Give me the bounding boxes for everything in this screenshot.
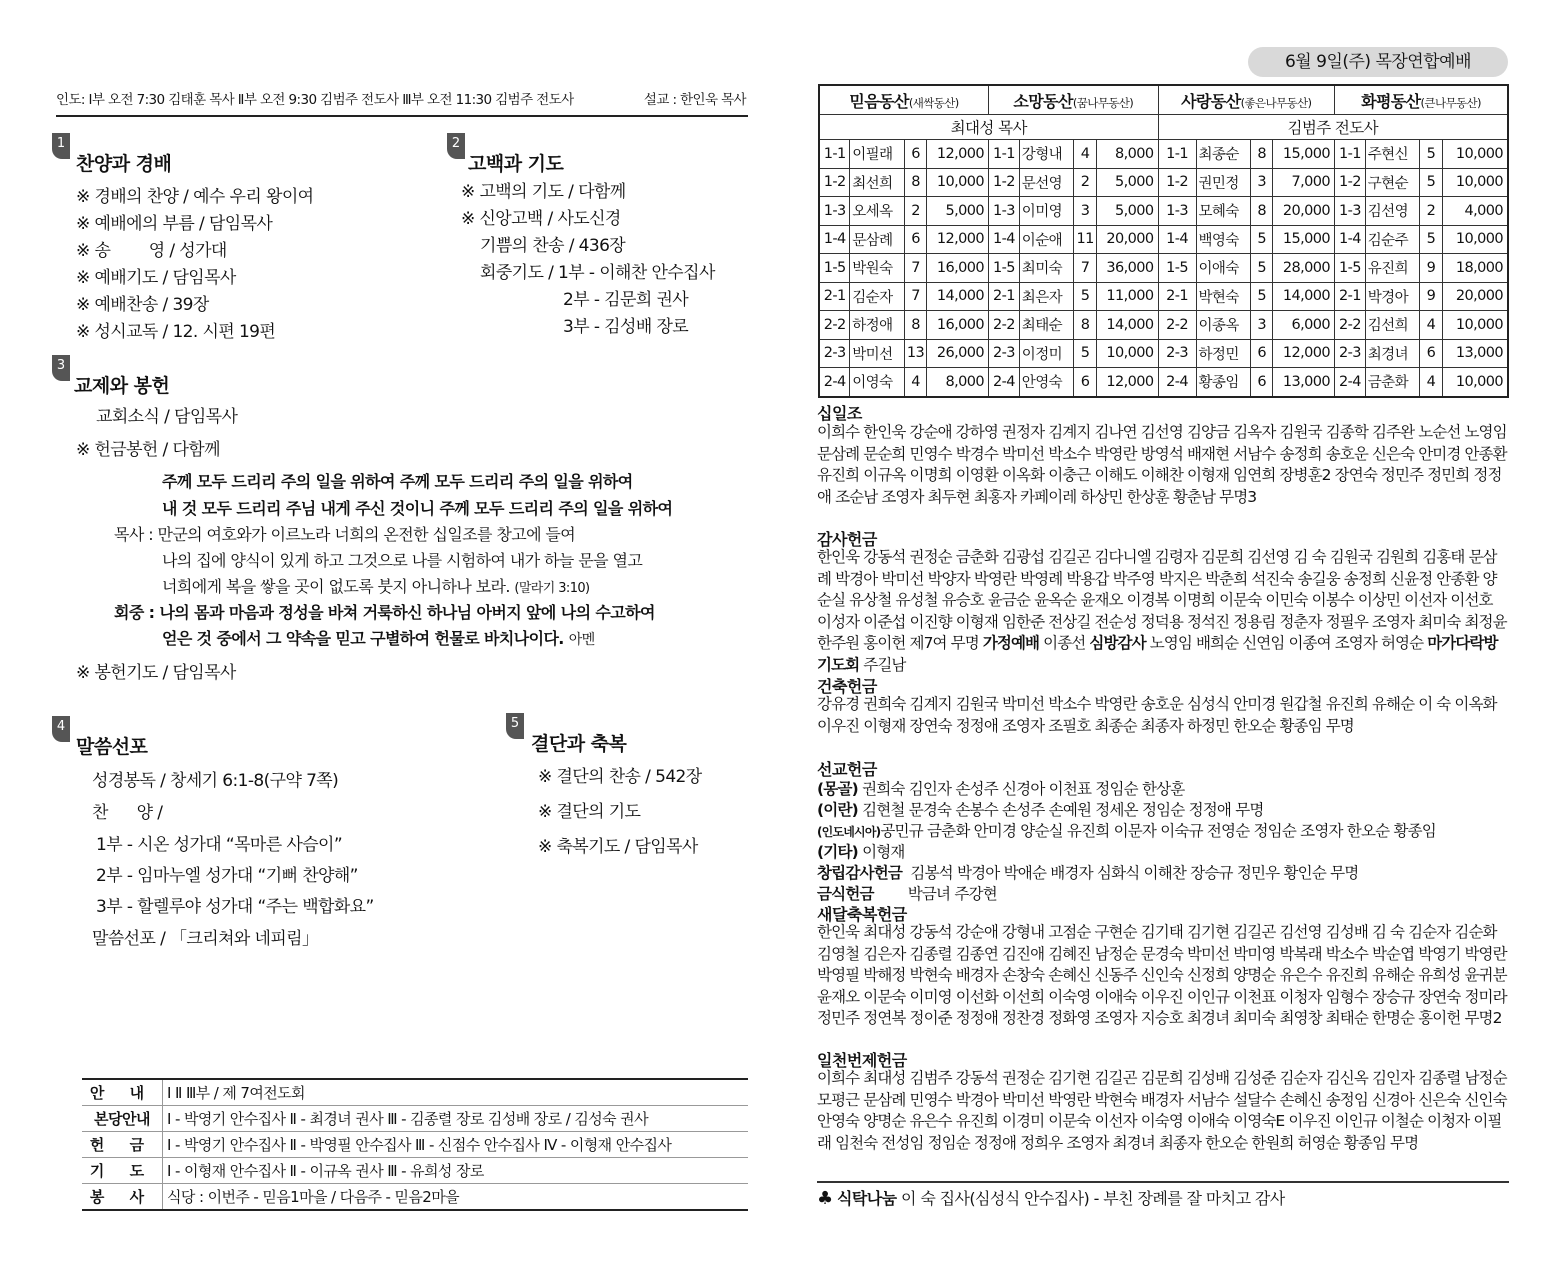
attendance: 8 <box>1250 197 1273 226</box>
date-badge: 6월 9일(주) 목장연합예배 <box>1248 47 1508 77</box>
new-month-title: 새달축복헌금 <box>817 905 907 924</box>
cell-id: 1-1 <box>1158 140 1196 169</box>
attendance: 5 <box>1250 282 1273 311</box>
notice-key: 본당안내 <box>82 1106 163 1132</box>
thanks-names <box>817 547 1509 676</box>
attendance: 3 <box>1250 311 1273 340</box>
section-5-number: 5 <box>506 713 524 739</box>
cell-id: 1-4 <box>1158 225 1196 254</box>
section-1-number: 1 <box>52 133 70 159</box>
table-row <box>819 168 1508 197</box>
mission-row <box>817 840 905 862</box>
group-name: 믿음동산 <box>849 91 909 111</box>
cell-leader: 이정미 <box>1019 339 1073 368</box>
section-1-title: 찬양과 경배 <box>76 153 172 175</box>
s1-line: ※ 예배기도 / 담임목사 <box>76 268 236 288</box>
s5-line: ※ 결단의 기도 <box>538 802 641 822</box>
sermon-preacher: 설교 : 한인욱 목사 <box>643 92 746 108</box>
thousand-title: 일천번제헌금 <box>817 1051 907 1070</box>
pastor-row <box>819 115 1508 140</box>
cell-leader: 이애숙 <box>1196 254 1250 283</box>
founding-label: 창립감사헌금 <box>817 864 903 882</box>
pastor-reading-line: 나의 집에 양식이 있게 하고 그것으로 나를 시험하여 내가 하늘 문을 열고 <box>162 551 643 570</box>
table-row <box>82 1106 748 1132</box>
church-news: 교회소식 / 담임목사 <box>96 407 238 427</box>
s2-line: 3부 - 김성배 장로 <box>563 317 689 337</box>
amount: 12,000 <box>927 140 989 169</box>
attendance: 11 <box>1074 225 1097 254</box>
fasting-names: 박금녀 주강현 <box>907 885 997 903</box>
cell-id: 1-2 <box>1158 168 1196 197</box>
attendance: 6 <box>904 140 927 169</box>
s4-line: 말씀선포 / 「크리쳐와 네피림」 <box>92 929 319 949</box>
table-row <box>819 197 1508 226</box>
amount: 20,000 <box>1097 225 1159 254</box>
group-header <box>1335 85 1509 115</box>
cell-id: 1-4 <box>1335 225 1366 254</box>
group-name: 사랑동산 <box>1181 91 1241 111</box>
cell-leader: 이순애 <box>1019 225 1073 254</box>
visit-thanks-names: 노영임 배희순 신연임 이종여 조영자 허영순 <box>1149 634 1424 652</box>
amount: 16,000 <box>927 254 989 283</box>
cell-leader: 강형내 <box>1019 140 1073 169</box>
thanks-title: 감사헌금 <box>817 530 877 549</box>
cell-leader: 최선희 <box>850 168 904 197</box>
notice-value: Ⅰ - 이형재 안수집사 Ⅱ - 이규옥 권사 Ⅲ - 유희성 장로 <box>163 1158 749 1184</box>
cell-id: 1-4 <box>819 225 850 254</box>
section-3-title: 교제와 봉헌 <box>74 375 170 397</box>
s1-line: ※ 경배의 찬양 / 예수 우리 왕이여 <box>76 187 314 207</box>
amount: 10,000 <box>1442 225 1508 254</box>
tithe-title: 십일조 <box>817 404 862 423</box>
table-row <box>819 368 1508 397</box>
amount: 12,000 <box>1273 339 1335 368</box>
mission-row <box>817 798 1264 820</box>
amount: 36,000 <box>1097 254 1159 283</box>
cell-leader: 김선희 <box>1365 311 1419 340</box>
cell-leader: 하정애 <box>850 311 904 340</box>
pastor-reading-line <box>162 574 590 597</box>
amount: 18,000 <box>1442 254 1508 283</box>
offering-song-line: 주께 모두 드리리 주의 일을 위하여 주께 모두 드리리 주의 일을 위하여 <box>162 472 633 491</box>
club-icon: ♣ <box>817 1188 833 1209</box>
cell-leader: 금춘화 <box>1365 368 1419 397</box>
amen-text: 아멘 <box>568 632 595 648</box>
offering-song-line: 내 것 모두 드리리 주님 내게 주신 것이니 주께 모두 드리리 주의 일을 위하여 <box>162 499 673 518</box>
amount: 6,000 <box>1273 311 1335 340</box>
table-row <box>82 1079 748 1106</box>
cell-leader: 유진희 <box>1365 254 1419 283</box>
group-header <box>1158 85 1334 115</box>
cell-leader: 이영숙 <box>850 368 904 397</box>
building-title: 건축헌금 <box>817 677 877 696</box>
group-sub: (좋은나무동산) <box>1240 95 1312 110</box>
cell-leader: 모혜숙 <box>1196 197 1250 226</box>
cell-id: 1-4 <box>989 225 1020 254</box>
cell-leader: 최종순 <box>1196 140 1250 169</box>
cell-leader: 박미선 <box>850 339 904 368</box>
home-worship-label: 가정예배 <box>982 634 1040 652</box>
group-sub: (새싹동산) <box>908 95 959 110</box>
cell-leader: 김순주 <box>1365 225 1419 254</box>
prayer-meeting-label: 마가다락방기도회 <box>817 634 1498 674</box>
attendance: 3 <box>1074 197 1097 226</box>
divider <box>817 1181 1509 1183</box>
amount: 13,000 <box>1442 339 1508 368</box>
amount: 28,000 <box>1273 254 1335 283</box>
congregation-response-text: 얻은 것 중에서 그 약속을 믿고 구별하여 헌물로 바치나이다. <box>162 629 564 648</box>
cell-id: 1-3 <box>1158 197 1196 226</box>
group-header <box>989 85 1159 115</box>
cell-group-rows <box>819 140 1508 397</box>
table-row <box>819 339 1508 368</box>
attendance: 4 <box>1420 311 1443 340</box>
cell-leader: 최미숙 <box>1019 254 1073 283</box>
attendance: 8 <box>1250 140 1273 169</box>
cell-id: 2-4 <box>819 368 850 397</box>
attendance: 5 <box>1420 140 1443 169</box>
attendance: 2 <box>1420 197 1443 226</box>
s2-line: 회중기도 / 1부 - 이해찬 안수집사 <box>480 263 715 283</box>
amount: 10,000 <box>927 168 989 197</box>
table-row <box>82 1158 748 1184</box>
attendance: 9 <box>1420 254 1443 283</box>
attendance: 5 <box>1250 254 1273 283</box>
section-2-title: 고백과 기도 <box>468 153 564 175</box>
attendance: 5 <box>1074 339 1097 368</box>
cell-leader: 문삼례 <box>850 225 904 254</box>
cell-id: 1-5 <box>819 254 850 283</box>
attendance: 5 <box>1420 168 1443 197</box>
cell-leader: 백영숙 <box>1196 225 1250 254</box>
amount: 20,000 <box>1442 282 1508 311</box>
new-month-names: 한인욱 최대성 강동석 강순애 강형내 고점순 구현순 김기태 김기현 김길곤 김선영 김성배 김 숙 김순자 김순화 김영철 김은자 김종렬 김종연 김진애 김혜진 남정순 문경숙 박미선 박미영 박복래 박소수 박순엽 박영기 박영란 박영필 박해정 박현숙 배경자 손창숙 손혜신 신동주 신인숙 신정희 양명순 유은수 유진희 유해순 유희성 윤귀분 윤재오 이문숙 이미영 이선화 이선희 이숙영 이애숙 이우진 이인규 이천표 이청자 임형수 장승규 장연숙 정미라 정민주 정연복 정이준 정정애 정찬경 정화영 조영자 지승호 최경녀 최미숙 최영창 최태순 한명순 홍이헌 무명2 <box>817 923 1507 1027</box>
attendance: 7 <box>904 282 927 311</box>
s2-line: ※ 고백의 기도 / 다함께 <box>461 182 626 202</box>
group-name: 화평동산 <box>1361 91 1421 111</box>
section-4-number: 4 <box>52 716 70 742</box>
cell-leader: 안영숙 <box>1019 368 1073 397</box>
cell-id: 1-3 <box>1335 197 1366 226</box>
cell-leader: 주현신 <box>1365 140 1419 169</box>
thanks-list: 한인욱 강동석 권정순 금춘화 김광섭 김길곤 김다니엘 김령자 김문희 김선영 김 숙 김원국 김원희 김홍태 문삼례 박경아 박미선 박양자 박영란 박영례 박용갑 박주영 박지은 박춘희 석진숙 송길웅 송정희 신윤정 안종환 양순실 유상철 유성철 유승호 윤금순 윤옥순 윤재오 이경복 이명희 이문숙 이민숙 이봉수 이상민 이선자 이선호 이성자 이준섭 이진향 이형재 임한준 전상길 전순성 정덕용 정석진 정용림 정춘자 정필우 조영자 최미숙 최정윤 한주원 홍이헌 제7여 무명 <box>817 548 1507 652</box>
s2-line: 2부 - 김문희 권사 <box>563 290 689 310</box>
pastor-name: 김범주 전도사 <box>1158 115 1508 140</box>
amount: 8,000 <box>927 368 989 397</box>
congregation-response-line <box>162 626 595 649</box>
amount: 13,000 <box>1273 368 1335 397</box>
notice-key: 헌 금 <box>82 1132 163 1158</box>
building-names: 강유경 권희숙 김계지 김원국 박미선 박소수 박영란 송호운 심성식 안미경 원갑철 유진희 유해순 이 숙 이옥화 이우진 이형재 장연숙 정정애 조영자 조필호 최종순 최종자 하정민 한오순 황종임 무명 <box>817 695 1497 735</box>
leaders-text: 인도: Ⅰ부 오전 7:30 김태훈 목사 Ⅱ부 오전 9:30 김범주 전도사 Ⅲ부 오전 11:30 김범주 전도사 <box>56 92 574 108</box>
table-row <box>82 1132 748 1158</box>
header-divider <box>56 115 748 117</box>
amount: 14,000 <box>1273 282 1335 311</box>
cell-id: 2-3 <box>1158 339 1196 368</box>
amount: 4,000 <box>1442 197 1508 226</box>
home-worship-names: 이종선 <box>1043 634 1086 652</box>
amount: 12,000 <box>1097 368 1159 397</box>
s1-line: ※ 성시교독 / 12. 시편 19편 <box>76 322 276 342</box>
cell-id: 2-1 <box>819 282 850 311</box>
cell-id: 2-4 <box>989 368 1020 397</box>
founding-row <box>817 861 1358 883</box>
attendance: 6 <box>1250 339 1273 368</box>
attendance: 13 <box>904 339 927 368</box>
attendance: 8 <box>904 168 927 197</box>
amount: 14,000 <box>1097 311 1159 340</box>
sharing-text: 이 숙 집사(심성식 안수집사) - 부친 장례를 잘 마치고 감사 <box>900 1189 1285 1208</box>
group-name: 소망동산 <box>1013 91 1073 111</box>
s4-line: 1부 - 시온 성가대 “목마른 사슴이” <box>96 835 343 855</box>
attendance: 8 <box>1074 311 1097 340</box>
amount: 11,000 <box>1097 282 1159 311</box>
amount: 20,000 <box>1273 197 1335 226</box>
amount: 14,000 <box>927 282 989 311</box>
attendance: 5 <box>1420 225 1443 254</box>
cell-id: 2-2 <box>1335 311 1366 340</box>
cell-leader: 구현순 <box>1365 168 1419 197</box>
group-sub: (큰나무동산) <box>1420 95 1481 110</box>
cell-leader: 이필래 <box>850 140 904 169</box>
notice-value: Ⅰ - 박영기 안수집사 Ⅱ - 최경녀 권사 Ⅲ - 김종렬 장로 김성배 장로 / 김성숙 권사 <box>163 1106 749 1132</box>
cell-leader: 최태순 <box>1019 311 1073 340</box>
cell-id: 1-2 <box>819 168 850 197</box>
visit-thanks-label: 심방감사 <box>1089 634 1146 652</box>
attendance: 4 <box>904 368 927 397</box>
section-4-title: 말씀선포 <box>76 736 148 758</box>
section-2-number: 2 <box>447 133 465 159</box>
attendance: 8 <box>904 311 927 340</box>
mission-names: 이형재 <box>862 843 905 861</box>
amount: 16,000 <box>927 311 989 340</box>
mission-row <box>817 777 1184 799</box>
worship-leaders <box>56 88 746 108</box>
notice-key: 기 도 <box>82 1158 163 1184</box>
s1-line: ※ 예배찬송 / 39장 <box>76 295 209 315</box>
amount: 26,000 <box>927 339 989 368</box>
attendance: 2 <box>904 197 927 226</box>
offering: ※ 헌금봉헌 / 다함께 <box>76 440 220 460</box>
cell-id: 2-3 <box>1335 339 1366 368</box>
mission-region: (몽골) <box>817 780 858 798</box>
cell-id: 2-1 <box>1158 282 1196 311</box>
table-row <box>819 225 1508 254</box>
cell-id: 1-1 <box>1335 140 1366 169</box>
cell-id: 2-2 <box>1158 311 1196 340</box>
table-row <box>819 282 1508 311</box>
cell-id: 1-1 <box>989 140 1020 169</box>
mission-region: (이란) <box>817 801 858 819</box>
fasting-row <box>817 882 997 904</box>
notice-value: 식당 : 이번주 - 믿음1마을 / 다음주 - 믿음2마을 <box>163 1184 749 1211</box>
cell-id: 1-3 <box>989 197 1020 226</box>
amount: 10,000 <box>1442 140 1508 169</box>
attendance: 6 <box>1420 339 1443 368</box>
cell-leader: 황종임 <box>1196 368 1250 397</box>
notice-value: Ⅰ - 박영기 안수집사 Ⅱ - 박영필 안수집사 Ⅲ - 신점수 안수집사 Ⅳ - 이형재 안수집사 <box>163 1132 749 1158</box>
cell-id: 2-2 <box>989 311 1020 340</box>
tithe-names: 이희수 한인욱 강순애 강하영 권정자 김계지 김나연 김선영 김양금 김옥자 김원국 김종학 김주완 노순선 노영임 문삼례 문순희 민영수 박경수 박미선 박소수 박영란 방영석 배재현 서남수 송정희 송호운 신은숙 안미경 안종환 유진희 이규옥 이명희 이영환 이옥화 이충근 이해도 이해찬 이형재 임연희 장병훈2 장연숙 정민주 정민희 정정애 조순남 조영자 최두현 최홍자 카페이레 하상민 한상훈 황춘남 무명3 <box>817 423 1507 506</box>
attendance: 7 <box>904 254 927 283</box>
cell-group-table <box>818 84 1509 398</box>
s2-line: 기쁨의 찬송 / 436장 <box>480 236 626 256</box>
cell-leader: 이종옥 <box>1196 311 1250 340</box>
mission-names: 공민규 금춘화 안미경 양순실 유진희 이문자 이숙규 전영순 정임순 조영자 한오순 황종임 <box>880 822 1436 840</box>
amount: 5,000 <box>1097 168 1159 197</box>
congregation-response-line: 회중 : 나의 몸과 마음과 정성을 바쳐 거룩하신 하나님 아버지 앞에 나의 수고하여 <box>114 603 655 622</box>
group-sub: (꿈나무동산) <box>1072 95 1134 110</box>
thousand-names: 이희수 최대성 김범주 강동석 권정순 김기현 김길곤 김문희 김성배 김성준 김순자 김신옥 김인자 김종렬 남정순 모평근 문삼례 민영수 박경아 박미선 박영란 박현숙 배경자 서남수 설달수 손혜신 송정임 신경아 신은숙 신인숙 안영숙 양명순 유은수 유진희 이경미 이문숙 이선자 이숙영 이애숙 이영숙E 이우진 이인규 이철순 이청자 이필래 임천숙 전성임 정임순 정정애 정희우 조영자 최경녀 최종자 한오순 한원희 허영순 황종임 무명 <box>817 1069 1507 1152</box>
attendance: 5 <box>1250 225 1273 254</box>
table-row <box>819 311 1508 340</box>
cell-id: 1-5 <box>1158 254 1196 283</box>
cell-leader: 최은자 <box>1019 282 1073 311</box>
section-3-number: 3 <box>52 355 70 381</box>
cell-id: 1-3 <box>819 197 850 226</box>
amount: 7,000 <box>1273 168 1335 197</box>
cell-leader: 권민정 <box>1196 168 1250 197</box>
pastor-reading-text: 너희에게 복을 쌓을 곳이 없도록 붓지 아니하나 보라. <box>162 577 510 596</box>
cell-leader: 하정민 <box>1196 339 1250 368</box>
amount: 10,000 <box>1442 368 1508 397</box>
cell-leader: 문선영 <box>1019 168 1073 197</box>
mission-row <box>817 819 1436 841</box>
attendance: 6 <box>1250 368 1273 397</box>
notice-key: 안 내 <box>82 1079 163 1106</box>
cell-leader: 오세옥 <box>850 197 904 226</box>
cell-id: 2-4 <box>1158 368 1196 397</box>
s1-line: ※ 송 영 / 성가대 <box>76 241 227 261</box>
cell-leader: 박현숙 <box>1196 282 1250 311</box>
table-row <box>819 254 1508 283</box>
mission-region: (기타) <box>817 843 858 861</box>
mission-title: 선교헌금 <box>817 760 877 779</box>
prayer-meeting-names: 주길남 <box>863 655 906 674</box>
attendance: 2 <box>1074 168 1097 197</box>
offering-prayer: ※ 봉헌기도 / 담임목사 <box>76 663 236 683</box>
cell-leader: 이미영 <box>1019 197 1073 226</box>
mission-region: (인도네시아) <box>817 825 881 839</box>
amount: 15,000 <box>1273 140 1335 169</box>
cell-leader: 김순자 <box>850 282 904 311</box>
table-row <box>82 1184 748 1211</box>
pastor-name: 최대성 목사 <box>819 115 1158 140</box>
mission-names: 권희숙 김인자 손성주 신경아 이천표 정임순 한상훈 <box>862 780 1185 798</box>
cell-id: 2-1 <box>1335 282 1366 311</box>
mission-names: 김현철 문경숙 손봉수 손성주 손예원 정세온 정임순 정정애 무명 <box>862 801 1264 819</box>
notice-key: 봉 사 <box>82 1184 163 1211</box>
amount: 5,000 <box>927 197 989 226</box>
amount: 10,000 <box>1442 168 1508 197</box>
scripture-reference: (말라기 3:10) <box>514 581 590 596</box>
s5-line: ※ 결단의 찬송 / 542장 <box>538 767 702 787</box>
service-notice-table <box>82 1078 748 1211</box>
fasting-label: 금식헌금 <box>817 885 874 903</box>
group-header-row <box>819 85 1508 115</box>
s4-line: 3부 - 할렐루야 성가대 “주는 백합화요” <box>96 897 374 917</box>
pastor-reading-line: 목사 : 만군의 여호와가 이르노라 너희의 온전한 십일조를 창고에 들여 <box>114 525 576 544</box>
table-sharing <box>817 1186 1285 1209</box>
sharing-label: 식탁나눔 <box>837 1189 897 1208</box>
table-row <box>819 140 1508 169</box>
s2-line: ※ 신앙고백 / 사도신경 <box>461 209 621 229</box>
cell-id: 2-4 <box>1335 368 1366 397</box>
attendance: 5 <box>1074 282 1097 311</box>
cell-id: 1-5 <box>1335 254 1366 283</box>
notice-value: Ⅰ Ⅱ Ⅲ부 / 제 7여전도회 <box>163 1079 749 1106</box>
amount: 12,000 <box>927 225 989 254</box>
cell-id: 2-3 <box>989 339 1020 368</box>
cell-id: 1-1 <box>819 140 850 169</box>
section-5-title: 결단과 축복 <box>531 733 627 755</box>
s5-line: ※ 축복기도 / 담임목사 <box>538 837 698 857</box>
group-header <box>819 85 989 115</box>
founding-names: 김봉석 박경아 박애순 배경자 심화식 이해찬 장승규 정민우 황인순 무명 <box>910 864 1359 882</box>
cell-id: 2-2 <box>819 311 850 340</box>
cell-leader: 박경아 <box>1365 282 1419 311</box>
cell-id: 2-3 <box>819 339 850 368</box>
s4-line: 찬 양 / <box>92 803 163 823</box>
cell-id: 2-1 <box>989 282 1020 311</box>
attendance: 7 <box>1074 254 1097 283</box>
cell-leader: 박원숙 <box>850 254 904 283</box>
cell-id: 1-5 <box>989 254 1020 283</box>
attendance: 6 <box>904 225 927 254</box>
amount: 5,000 <box>1097 197 1159 226</box>
attendance: 4 <box>1420 368 1443 397</box>
cell-leader: 김선영 <box>1365 197 1419 226</box>
attendance: 3 <box>1250 168 1273 197</box>
cell-leader: 최경녀 <box>1365 339 1419 368</box>
s1-line: ※ 예배에의 부름 / 담임목사 <box>76 214 273 234</box>
attendance: 6 <box>1074 368 1097 397</box>
amount: 10,000 <box>1097 339 1159 368</box>
amount: 15,000 <box>1273 225 1335 254</box>
s4-line: 성경봉독 / 창세기 6:1-8(구약 7쪽) <box>92 771 339 791</box>
cell-id: 1-2 <box>1335 168 1366 197</box>
amount: 10,000 <box>1442 311 1508 340</box>
attendance: 9 <box>1420 282 1443 311</box>
cell-id: 1-2 <box>989 168 1020 197</box>
amount: 8,000 <box>1097 140 1159 169</box>
attendance: 4 <box>1074 140 1097 169</box>
s4-line: 2부 - 임마누엘 성가대 “기뻐 찬양해” <box>96 866 358 886</box>
